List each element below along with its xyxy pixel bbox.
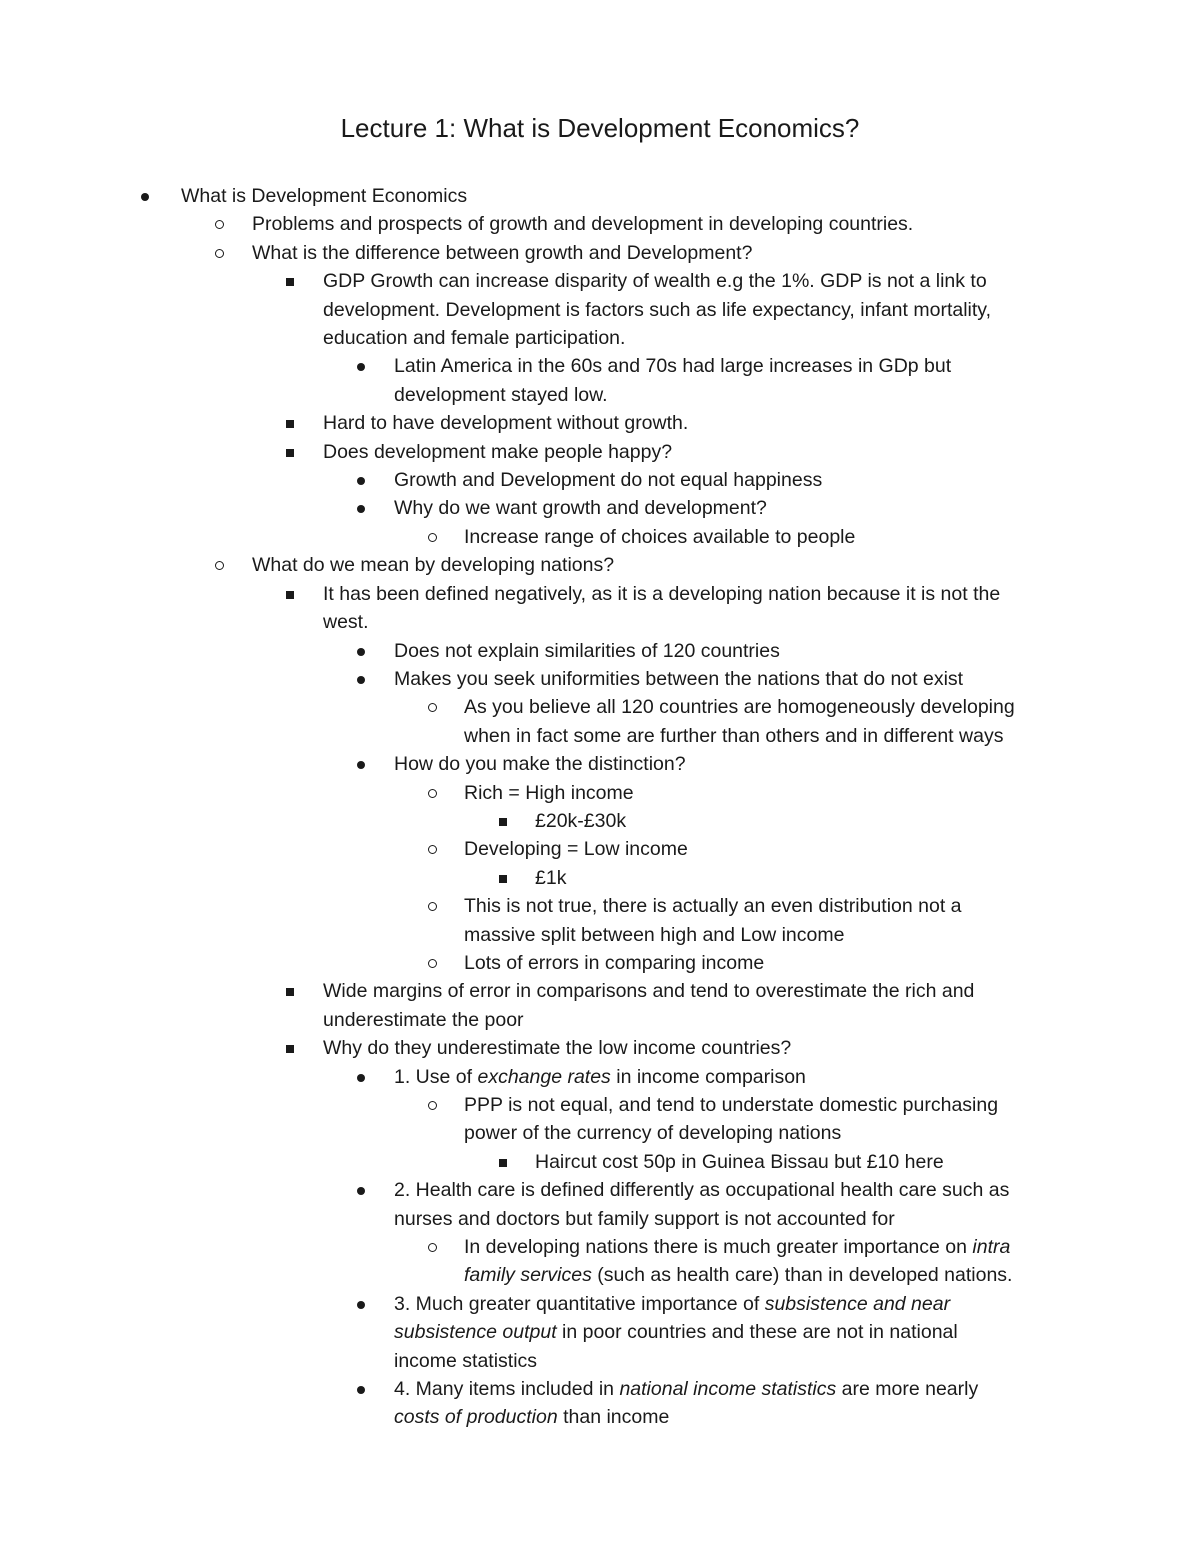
bullet-item bbox=[0, 693, 1200, 721]
item-text: As you believe all 120 countries are homogeneously developing bbox=[464, 696, 1015, 719]
bullet-item bbox=[0, 352, 1200, 380]
square-bullet-icon bbox=[286, 1045, 294, 1053]
bullet-continuation bbox=[0, 296, 1200, 324]
item-text: nurses and doctors but family support is not accounted for bbox=[394, 1207, 895, 1230]
bullet-continuation bbox=[0, 1006, 1200, 1034]
filled-bullet-icon bbox=[357, 1301, 365, 1309]
bullet-item bbox=[0, 807, 1200, 835]
item-text: Rich = High income bbox=[464, 781, 634, 804]
bullet-item bbox=[0, 580, 1200, 608]
hollow-bullet-icon bbox=[428, 703, 437, 712]
square-bullet-icon bbox=[286, 988, 294, 996]
item-text: £1k bbox=[535, 866, 567, 889]
item-text: (such as health care) than in developed nations. bbox=[591, 1264, 1013, 1287]
filled-bullet-icon bbox=[357, 761, 365, 769]
square-bullet-icon bbox=[499, 818, 507, 826]
bullet-item bbox=[0, 864, 1200, 892]
hollow-bullet-icon bbox=[428, 1101, 437, 1110]
item-text: education and female participation. bbox=[323, 327, 626, 350]
page-title: Lecture 1: What is Development Economics? bbox=[340, 113, 860, 143]
square-bullet-icon bbox=[286, 591, 294, 599]
bullet-item bbox=[0, 835, 1200, 863]
item-text: are more nearly bbox=[836, 1378, 979, 1401]
item-emphasis: subsistence output bbox=[394, 1321, 557, 1344]
item-text: 4. Many items included in bbox=[394, 1378, 620, 1401]
item-emphasis: family services bbox=[464, 1264, 592, 1287]
item-emphasis: costs of production bbox=[394, 1406, 558, 1429]
bullet-item bbox=[0, 977, 1200, 1005]
item-text: Developing = Low income bbox=[464, 838, 688, 861]
filled-bullet-icon bbox=[357, 1074, 365, 1082]
item-text: development stayed low. bbox=[394, 383, 608, 406]
bullet-item bbox=[0, 1233, 1200, 1261]
filled-bullet-icon bbox=[357, 676, 365, 684]
hollow-bullet-icon bbox=[428, 845, 437, 854]
item-text: 1. Use of bbox=[394, 1065, 478, 1088]
bullet-item bbox=[0, 1290, 1200, 1318]
bullet-item bbox=[0, 750, 1200, 778]
item-text: What do we mean by developing nations? bbox=[252, 554, 615, 577]
hollow-bullet-icon bbox=[215, 249, 224, 258]
square-bullet-icon bbox=[286, 420, 294, 428]
bullet-item bbox=[0, 551, 1200, 579]
hollow-bullet-icon bbox=[215, 220, 224, 229]
bullet-continuation bbox=[0, 1119, 1200, 1147]
item-text: How do you make the distinction? bbox=[394, 753, 686, 776]
bullet-item bbox=[0, 239, 1200, 267]
item-text: 2. Health care is defined differently as occupational health care such as bbox=[394, 1179, 1010, 1202]
item-text: Hard to have development without growth. bbox=[323, 412, 689, 435]
bullet-item bbox=[0, 1091, 1200, 1119]
item-emphasis: subsistence and near bbox=[764, 1292, 951, 1315]
item-emphasis: exchange rates bbox=[477, 1065, 611, 1088]
item-text: in income comparison bbox=[610, 1065, 806, 1088]
bullet-item bbox=[0, 523, 1200, 551]
item-emphasis: national income statistics bbox=[619, 1378, 837, 1401]
item-text: income statistics bbox=[394, 1349, 538, 1372]
item-text: Does development make people happy? bbox=[323, 440, 673, 463]
bullet-item bbox=[0, 438, 1200, 466]
item-text: Makes you seek uniformities between the nations that do not exist bbox=[394, 667, 964, 690]
hollow-bullet-icon bbox=[215, 561, 224, 570]
filled-bullet-icon bbox=[357, 363, 365, 371]
bullet-continuation bbox=[0, 1403, 1200, 1431]
hollow-bullet-icon bbox=[428, 1243, 437, 1252]
item-text: when in fact some are further than others and in different ways bbox=[464, 724, 1004, 747]
bullet-continuation bbox=[0, 1318, 1200, 1346]
item-text: in poor countries and these are not in national bbox=[556, 1321, 958, 1344]
filled-bullet-icon bbox=[357, 1187, 365, 1195]
square-bullet-icon bbox=[499, 875, 507, 883]
bullet-continuation bbox=[0, 381, 1200, 409]
bullet-item bbox=[0, 466, 1200, 494]
hollow-bullet-icon bbox=[428, 533, 437, 542]
bullet-item bbox=[0, 665, 1200, 693]
square-bullet-icon bbox=[286, 449, 294, 457]
bullet-item bbox=[0, 409, 1200, 437]
bullet-item bbox=[0, 779, 1200, 807]
bullet-continuation bbox=[0, 921, 1200, 949]
filled-bullet-icon bbox=[357, 477, 365, 485]
bullet-item bbox=[0, 1375, 1200, 1403]
item-text: west. bbox=[323, 611, 369, 634]
item-text: What is Development Economics bbox=[181, 185, 468, 207]
bullet-item bbox=[0, 182, 1200, 210]
item-text: massive split between high and Low income bbox=[464, 923, 845, 946]
item-text: PPP is not equal, and tend to understate domestic purchasing bbox=[464, 1094, 999, 1116]
hollow-bullet-icon bbox=[428, 902, 437, 911]
item-text: This is not true, there is actually an even distribution not a bbox=[464, 895, 962, 918]
bullet-item bbox=[0, 494, 1200, 522]
item-text: Growth and Development do not equal happiness bbox=[394, 469, 823, 492]
item-text: Latin America in the 60s and 70s had large increases in GDp but bbox=[394, 355, 952, 378]
item-text: than income bbox=[557, 1406, 670, 1429]
item-text: underestimate the poor bbox=[323, 1008, 524, 1031]
item-emphasis: intra bbox=[972, 1236, 1011, 1259]
item-text: £20k-£30k bbox=[535, 809, 627, 832]
hollow-bullet-icon bbox=[428, 959, 437, 968]
bullet-item bbox=[0, 267, 1200, 295]
item-text: Increase range of choices available to people bbox=[464, 525, 856, 548]
item-text: 3. Much greater quantitative importance of bbox=[394, 1292, 765, 1315]
bullet-continuation bbox=[0, 324, 1200, 352]
item-text: Why do we want growth and development? bbox=[394, 497, 767, 520]
item-text: Lots of errors in comparing income bbox=[464, 951, 765, 974]
item-text: Problems and prospects of growth and development in developing countries. bbox=[252, 213, 914, 236]
bullet-item bbox=[0, 1176, 1200, 1204]
bullet-item bbox=[0, 1034, 1200, 1062]
bullet-item bbox=[0, 637, 1200, 665]
item-text: Wide margins of error in comparisons and tend to overestimate the rich and bbox=[323, 980, 975, 1003]
bullet-item bbox=[0, 1148, 1200, 1176]
item-text: power of the currency of developing nations bbox=[464, 1122, 842, 1145]
bullet-item bbox=[0, 210, 1200, 238]
item-text: Haircut cost 50p in Guinea Bissau but £10 here bbox=[535, 1150, 944, 1173]
filled-bullet-icon bbox=[357, 1386, 365, 1394]
square-bullet-icon bbox=[286, 278, 294, 286]
filled-bullet-icon bbox=[357, 648, 365, 656]
item-text: Why do they underestimate the low income countries? bbox=[323, 1037, 792, 1060]
hollow-bullet-icon bbox=[428, 789, 437, 798]
item-text: Does not explain similarities of 120 countries bbox=[394, 639, 780, 662]
bullet-item bbox=[0, 949, 1200, 977]
square-bullet-icon bbox=[499, 1159, 507, 1167]
item-text: GDP Growth can increase disparity of wealth e.g the 1%. GDP is not a link to bbox=[323, 270, 987, 293]
notes-outline bbox=[0, 182, 1200, 1432]
bullet-item bbox=[0, 1063, 1200, 1091]
filled-bullet-icon bbox=[357, 505, 365, 513]
bullet-continuation bbox=[0, 1205, 1200, 1233]
bullet-item bbox=[0, 892, 1200, 920]
item-text: It has been defined negatively, as it is a developing nation because it is not the bbox=[323, 582, 1001, 605]
bullet-continuation bbox=[0, 1347, 1200, 1375]
filled-bullet-icon bbox=[141, 193, 149, 201]
item-text: In developing nations there is much greater importance on bbox=[464, 1236, 973, 1259]
bullet-continuation bbox=[0, 608, 1200, 636]
bullet-continuation bbox=[0, 722, 1200, 750]
bullet-continuation bbox=[0, 1261, 1200, 1289]
item-text: development. Development is factors such as life expectancy, infant mortality, bbox=[323, 298, 992, 321]
item-text: What is the difference between growth and Development? bbox=[252, 241, 753, 264]
